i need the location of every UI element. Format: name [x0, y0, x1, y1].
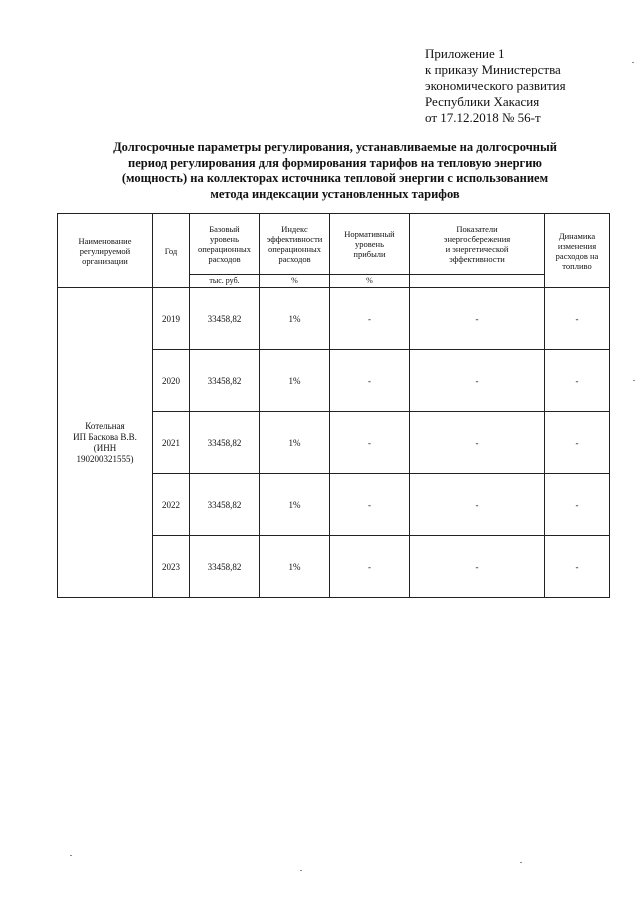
header-base: Базовый уровень операционных расходов — [190, 214, 260, 275]
appendix-line: экономического развития — [425, 78, 566, 93]
index-cell: 1% — [260, 536, 330, 598]
profit-cell: - — [330, 412, 410, 474]
index-cell: 1% — [260, 350, 330, 412]
unit-energy-empty — [410, 275, 545, 288]
header-row — [58, 214, 610, 275]
header-fuel: Динамика изменения расходов на топливо — [545, 214, 610, 288]
table-row — [58, 288, 610, 350]
parameters-table — [57, 213, 610, 598]
index-cell: 1% — [260, 288, 330, 350]
base-cell: 33458,82 — [190, 288, 260, 350]
appendix-line: Республики Хакасия — [425, 94, 540, 109]
index-cell: 1% — [260, 412, 330, 474]
index-cell: 1% — [260, 474, 330, 536]
year-cell: 2019 — [153, 288, 190, 350]
profit-cell: - — [330, 474, 410, 536]
title-line: метода индексации установленных тарифов — [210, 186, 460, 201]
title-line: период регулирования для формирования тарифов на тепловую энергию — [128, 155, 542, 170]
header-year: Год — [153, 214, 190, 288]
year-cell: 2020 — [153, 350, 190, 412]
unit-profit: % — [330, 275, 410, 288]
base-cell: 33458,82 — [190, 350, 260, 412]
scan-speck — [300, 870, 302, 871]
appendix-line: от 17.12.2018 № 56-т — [425, 110, 541, 125]
year-cell: 2022 — [153, 474, 190, 536]
energy-cell: - — [410, 474, 545, 536]
unit-base: тыс. руб. — [190, 275, 260, 288]
scan-speck — [70, 855, 72, 856]
fuel-cell: - — [545, 412, 610, 474]
appendix-line: к приказу Министерства — [425, 62, 561, 77]
profit-cell: - — [330, 350, 410, 412]
profit-cell: - — [330, 288, 410, 350]
energy-cell: - — [410, 288, 545, 350]
appendix-line: Приложение 1 — [425, 46, 505, 61]
title-line: Долгосрочные параметры регулирования, устанавливаемые на долгосрочный — [113, 140, 557, 154]
appendix-note — [425, 46, 625, 126]
organization-cell: Котельная ИП Баскова В.В. (ИНН 190200321555) — [58, 288, 153, 598]
unit-index: % — [260, 275, 330, 288]
base-cell: 33458,82 — [190, 474, 260, 536]
header-index: Индекс эффективности операционных расходов — [260, 214, 330, 275]
base-cell: 33458,82 — [190, 412, 260, 474]
energy-cell: - — [410, 350, 545, 412]
scan-speck — [520, 862, 522, 863]
header-energy: Показатели энергосбережения и энергетической эффективности — [410, 214, 545, 275]
year-cell: 2021 — [153, 412, 190, 474]
energy-cell: - — [410, 412, 545, 474]
scan-speck — [633, 380, 635, 381]
fuel-cell: - — [545, 350, 610, 412]
energy-cell: - — [410, 536, 545, 598]
title-line: (мощность) на коллекторах источника тепловой энергии с использованием — [121, 171, 549, 185]
fuel-cell: - — [545, 474, 610, 536]
header-org: Наименование регулируемой организации — [58, 214, 153, 288]
scan-speck — [632, 62, 634, 63]
year-cell: 2023 — [153, 536, 190, 598]
base-cell: 33458,82 — [190, 536, 260, 598]
fuel-cell: - — [545, 536, 610, 598]
fuel-cell: - — [545, 288, 610, 350]
header-profit: Нормативный уровень прибыли — [330, 214, 410, 275]
document-title — [60, 140, 610, 202]
profit-cell: - — [330, 536, 410, 598]
